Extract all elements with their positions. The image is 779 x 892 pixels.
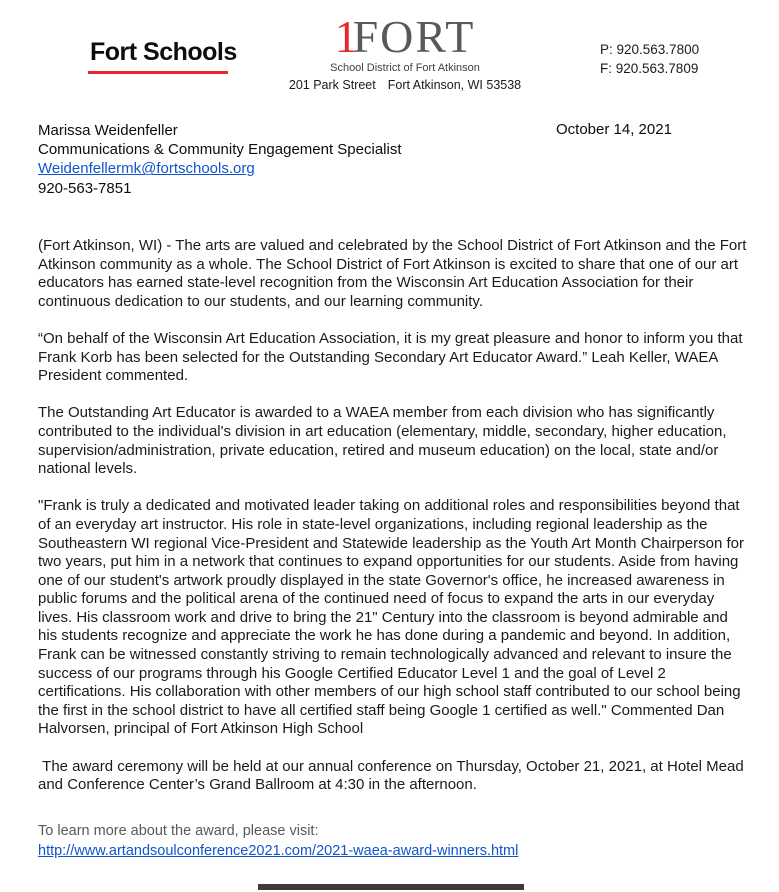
district-address	[288, 77, 522, 92]
contact-phone: 920-563-7851	[38, 179, 132, 197]
address-city: Fort Atkinson, WI 53538	[387, 77, 522, 92]
paragraph-waea-quote: “On behalf of the Wisconsin Art Education Association, it is my great pleasure and honor to inform you that Frank Korb has been selected for the Outstanding Secondary Art Educator Award.” Leah Keller, WAEA President commented.	[38, 329, 743, 385]
address-street: 201 Park Street	[288, 77, 376, 92]
contact-email-link[interactable]: Weidenfellermk@fortschools.org	[38, 160, 255, 178]
contact-block	[38, 121, 402, 198]
cutoff-image-top-edge	[258, 884, 524, 890]
logo-fort-text: FORT	[352, 11, 476, 62]
paragraph-ceremony: The award ceremony will be held at our annual conference on Thursday, October 21, 2021, at Hotel Mead and Conference Center’s Grand Ballroom at 4:30 in the afternoon.	[38, 757, 748, 794]
paragraph-intro: (Fort Atkinson, WI) - The arts are valued and celebrated by the School District of Fort Atkinson and the Fort Atkinson community as a whole. The School District of Fort Atkinson is excited to share that one of our art educators has earned state-level recognition from the Wisconsin Art Education Association for their continuous dedication to our students, and our learning community.	[38, 237, 747, 310]
contact-title: Communications & Community Engagement Specialist	[38, 141, 402, 159]
brand-underline	[88, 71, 228, 74]
paragraph-principal-quote: "Frank is truly a dedicated and motivated leader taking on additional roles and responsibilities beyond that of an everyday art instructor. His role in state-level organizations, including regional leadership as the Southeastern WI regional Vice-President and Statewide leadership as the Youth Art Month Chairperson for two years, put him in a network that continues to expand opportunities for our students. Aside from having one of our student's artwork proudly displayed in the state Governor's office, he increased awareness in public forums and the political arena of the continued need of focus to expand the arts in our everyday lives. His classroom work and drive to bring the 21" Century into the classroom is beyond admirable and his students recognize and appreciate the work he has done during a pandemic and beyond. In addition, Frank can be witnessed constantly striving to remain technologically advanced and relevant to insure the success of our programs through his Google Certified Educator Level 1 and the goal of Level 2 certifications. His collaboration with other members of our high school staff contributed to our school being the first in the school district to have all certified staff being Google 1 certified as well." Commented Dan Halvorsen, principal of Fort Atkinson High School	[38, 497, 744, 738]
brand-wordmark: Fort Schools	[90, 38, 237, 66]
header-phone: P: 920.563.7800	[600, 42, 700, 57]
header-phone-block	[600, 40, 699, 78]
header-fax: F: 920.563.7809	[600, 61, 699, 76]
learn-more-text: To learn more about the award, please visit:	[38, 823, 319, 839]
paragraph-award-description: The Outstanding Art Educator is awarded to a WAEA member from each division who has significantly contributed to the individual's division in art education (elementary, middle, secondary, higher education, supervision/administration, private education, retired and museum education) on the local, state and/or national levels.	[38, 404, 727, 478]
district-logo	[288, 11, 522, 92]
contact-name: Marissa Weidenfeller	[38, 122, 178, 139]
learn-more-block	[38, 822, 518, 861]
letter-date: October 14, 2021	[556, 121, 672, 138]
district-logo-wordmark	[300, 11, 510, 62]
award-winners-link[interactable]: http://www.artandsoulconference2021.com/2021-waea-award-winners.html	[38, 843, 519, 859]
letter-body	[38, 237, 747, 813]
district-name: School District of Fort Atkinson	[330, 62, 480, 74]
logo-numeral-one: 1	[334, 11, 358, 62]
